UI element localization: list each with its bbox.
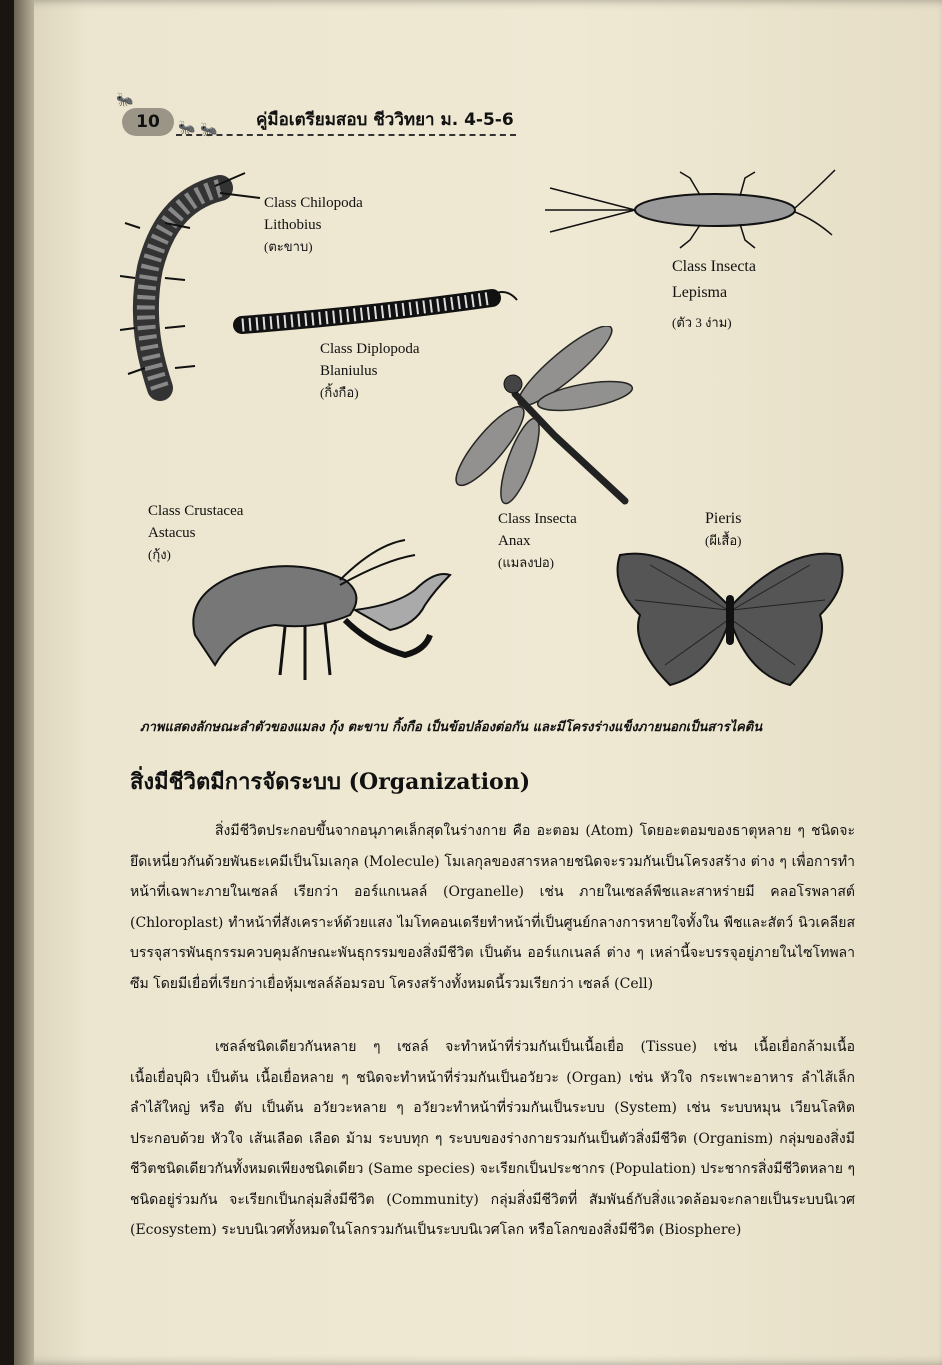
dragonfly-illustration <box>445 326 640 511</box>
body-paragraph <box>130 816 855 999</box>
page-number: 10 <box>122 108 174 136</box>
pieris-label <box>705 508 741 552</box>
lepisma-label <box>672 254 756 336</box>
genus-name: Astacus <box>148 525 196 541</box>
page-spine-shadow <box>14 0 34 1365</box>
crustacea-label <box>148 500 243 566</box>
class-name: Class Insecta <box>498 511 577 527</box>
diplopoda-label <box>320 338 420 404</box>
paragraph-text: สิ่งมีชีวิตประกอบขึ้นจากอนุภาคเล็กสุดในร่างกาย คือ อะตอม (Atom) โดยอะตอมของธาตุหลาย ๆ ชนิดจะยึดเหนี่ยวกันด้วยพันธะเคมีเป็นโมเลกุล (Molecule) โมเลกุลของสารหลายชนิดจะรวมกันเป็นโครงสร้าง ต่าง ๆ เพื่อการทำหน้าที่เฉพาะภายในเซลล์ เรียกว่า ออร์แกเนลล์ (Organelle) เช่น ภายในเซลล์พืชและสาหร่ายมี คลอโรพลาสต์ (Chloroplast) ทำหน้าที่สังเคราะห์ด้วยแสง ไมโทคอนเดรียทำหน้าที่เป็นศูนย์กลางการหายใจทั้งใน พืชและสัตว์ นิวเคลียสบรรจุสารพันธุกรรมควบคุมลักษณะพันธุกรรมของสิ่งมีชีวิต เป็นต้น ออร์แกเนลล์ ต่าง ๆ เหล่านี้จะบรรจุอยู่ภายในไซโทพลาซึม โดยมีเยื่อที่เรียกว่าเยื่อหุ้มเซลล์ล้อมรอบ โครงสร้างทั้งหมดนี้รวมเรียกว่า เซลล์ (Cell) <box>130 823 855 992</box>
genus-name: Lithobius <box>264 217 322 233</box>
header-divider <box>176 134 516 136</box>
butterfly-illustration <box>610 545 850 690</box>
section-title: สิ่งมีชีวิตมีการจัดระบบ (Organization) <box>130 769 531 795</box>
thai-name: (ตะขาบ) <box>264 239 313 254</box>
thai-name: (กุ้ง) <box>148 547 171 562</box>
class-name: Class Diplopoda <box>320 341 420 357</box>
ant-decoration-icon: 🐜 <box>200 122 218 138</box>
genus-name: Pieris <box>705 510 742 527</box>
class-name: Class Crustacea <box>148 503 244 519</box>
thai-name: (แมลงปอ) <box>498 555 554 570</box>
ant-decoration-icon: 🐜 <box>116 92 134 108</box>
paragraph-text: เซลล์ชนิดเดียวกันหลาย ๆ เซลล์ จะทำหน้าที่ร่วมกันเป็นเนื้อเยื่อ (Tissue) เช่น เนื้อเยื่อกล้ามเนื้อ เนื้อเยื่อบุผิว เป็นต้น เนื้อเยื่อหลาย ๆ ชนิดจะทำหน้าที่ร่วมกันเป็นอวัยวะ (Organ) เช่น หัวใจ กระเพาะอาหาร ลำไส้เล็ก ลำไส้ใหญ่ หรือ ตับ เป็นต้น อวัยวะหลาย ๆ อวัยวะทำหน้าที่ร่วมกันเป็นระบบ (System) เช่น ระบบหมุน เวียนโลหิต ประกอบด้วย หัวใจ เส้นเลือด เลือด ม้าม ระบบทุก ๆ ระบบของร่างกายรวมกันเป็นตัวสิ่งมีชีวิต (Organism) กลุ่มของสิ่งมีชีวิตชนิดเดียวกันทั้งหมดเพียงชนิดเดียว (Same species) จะเรียกเป็นประชากร (Population) ประชากรสิ่งมีชีวิตหลาย ๆ ชนิดอยู่ร่วมกัน จะเรียกเป็นกลุ่มสิ่งมีชีวิต (Community) กลุ่มสิ่งมีชีวิตที่ สัมพันธ์กับสิ่งแวดล้อมจะกลายเป็นระบบนิเวศ (Ecosystem) ระบบนิเวศทั้งหมดในโลกรวมกันเป็นระบบนิเวศโลก หรือโลกของสิ่งมีชีวิต (Biosphere) <box>130 1039 855 1238</box>
ant-decoration-icon: 🐜 <box>178 120 196 136</box>
genus-name: Blaniulus <box>320 363 378 379</box>
chilopoda-label <box>264 192 363 258</box>
silverfish-illustration <box>540 160 840 250</box>
genus-name: Lepisma <box>672 284 728 301</box>
body-paragraph <box>130 1032 855 1246</box>
class-name: Class Chilopoda <box>264 195 363 211</box>
genus-name: Anax <box>498 533 531 549</box>
thai-name: (ผีเสื้อ) <box>705 533 742 548</box>
thai-name: (กิ้งกือ) <box>320 385 359 400</box>
class-name: Class Insecta <box>672 258 756 275</box>
book-title: คู่มือเตรียมสอบ ชีววิทยา ม. 4-5-6 <box>256 110 514 130</box>
anax-label <box>498 508 577 574</box>
figure-caption: ภาพแสดงลักษณะลำตัวของแมลง กุ้ง ตะขาบ กิ้งกือ เป็นข้อปล้องต่อกัน และมีโครงร่างแข็งภายนอกเป็นสารไคติน <box>140 720 763 735</box>
thai-name: (ตัว 3 ง่าม) <box>672 315 732 330</box>
